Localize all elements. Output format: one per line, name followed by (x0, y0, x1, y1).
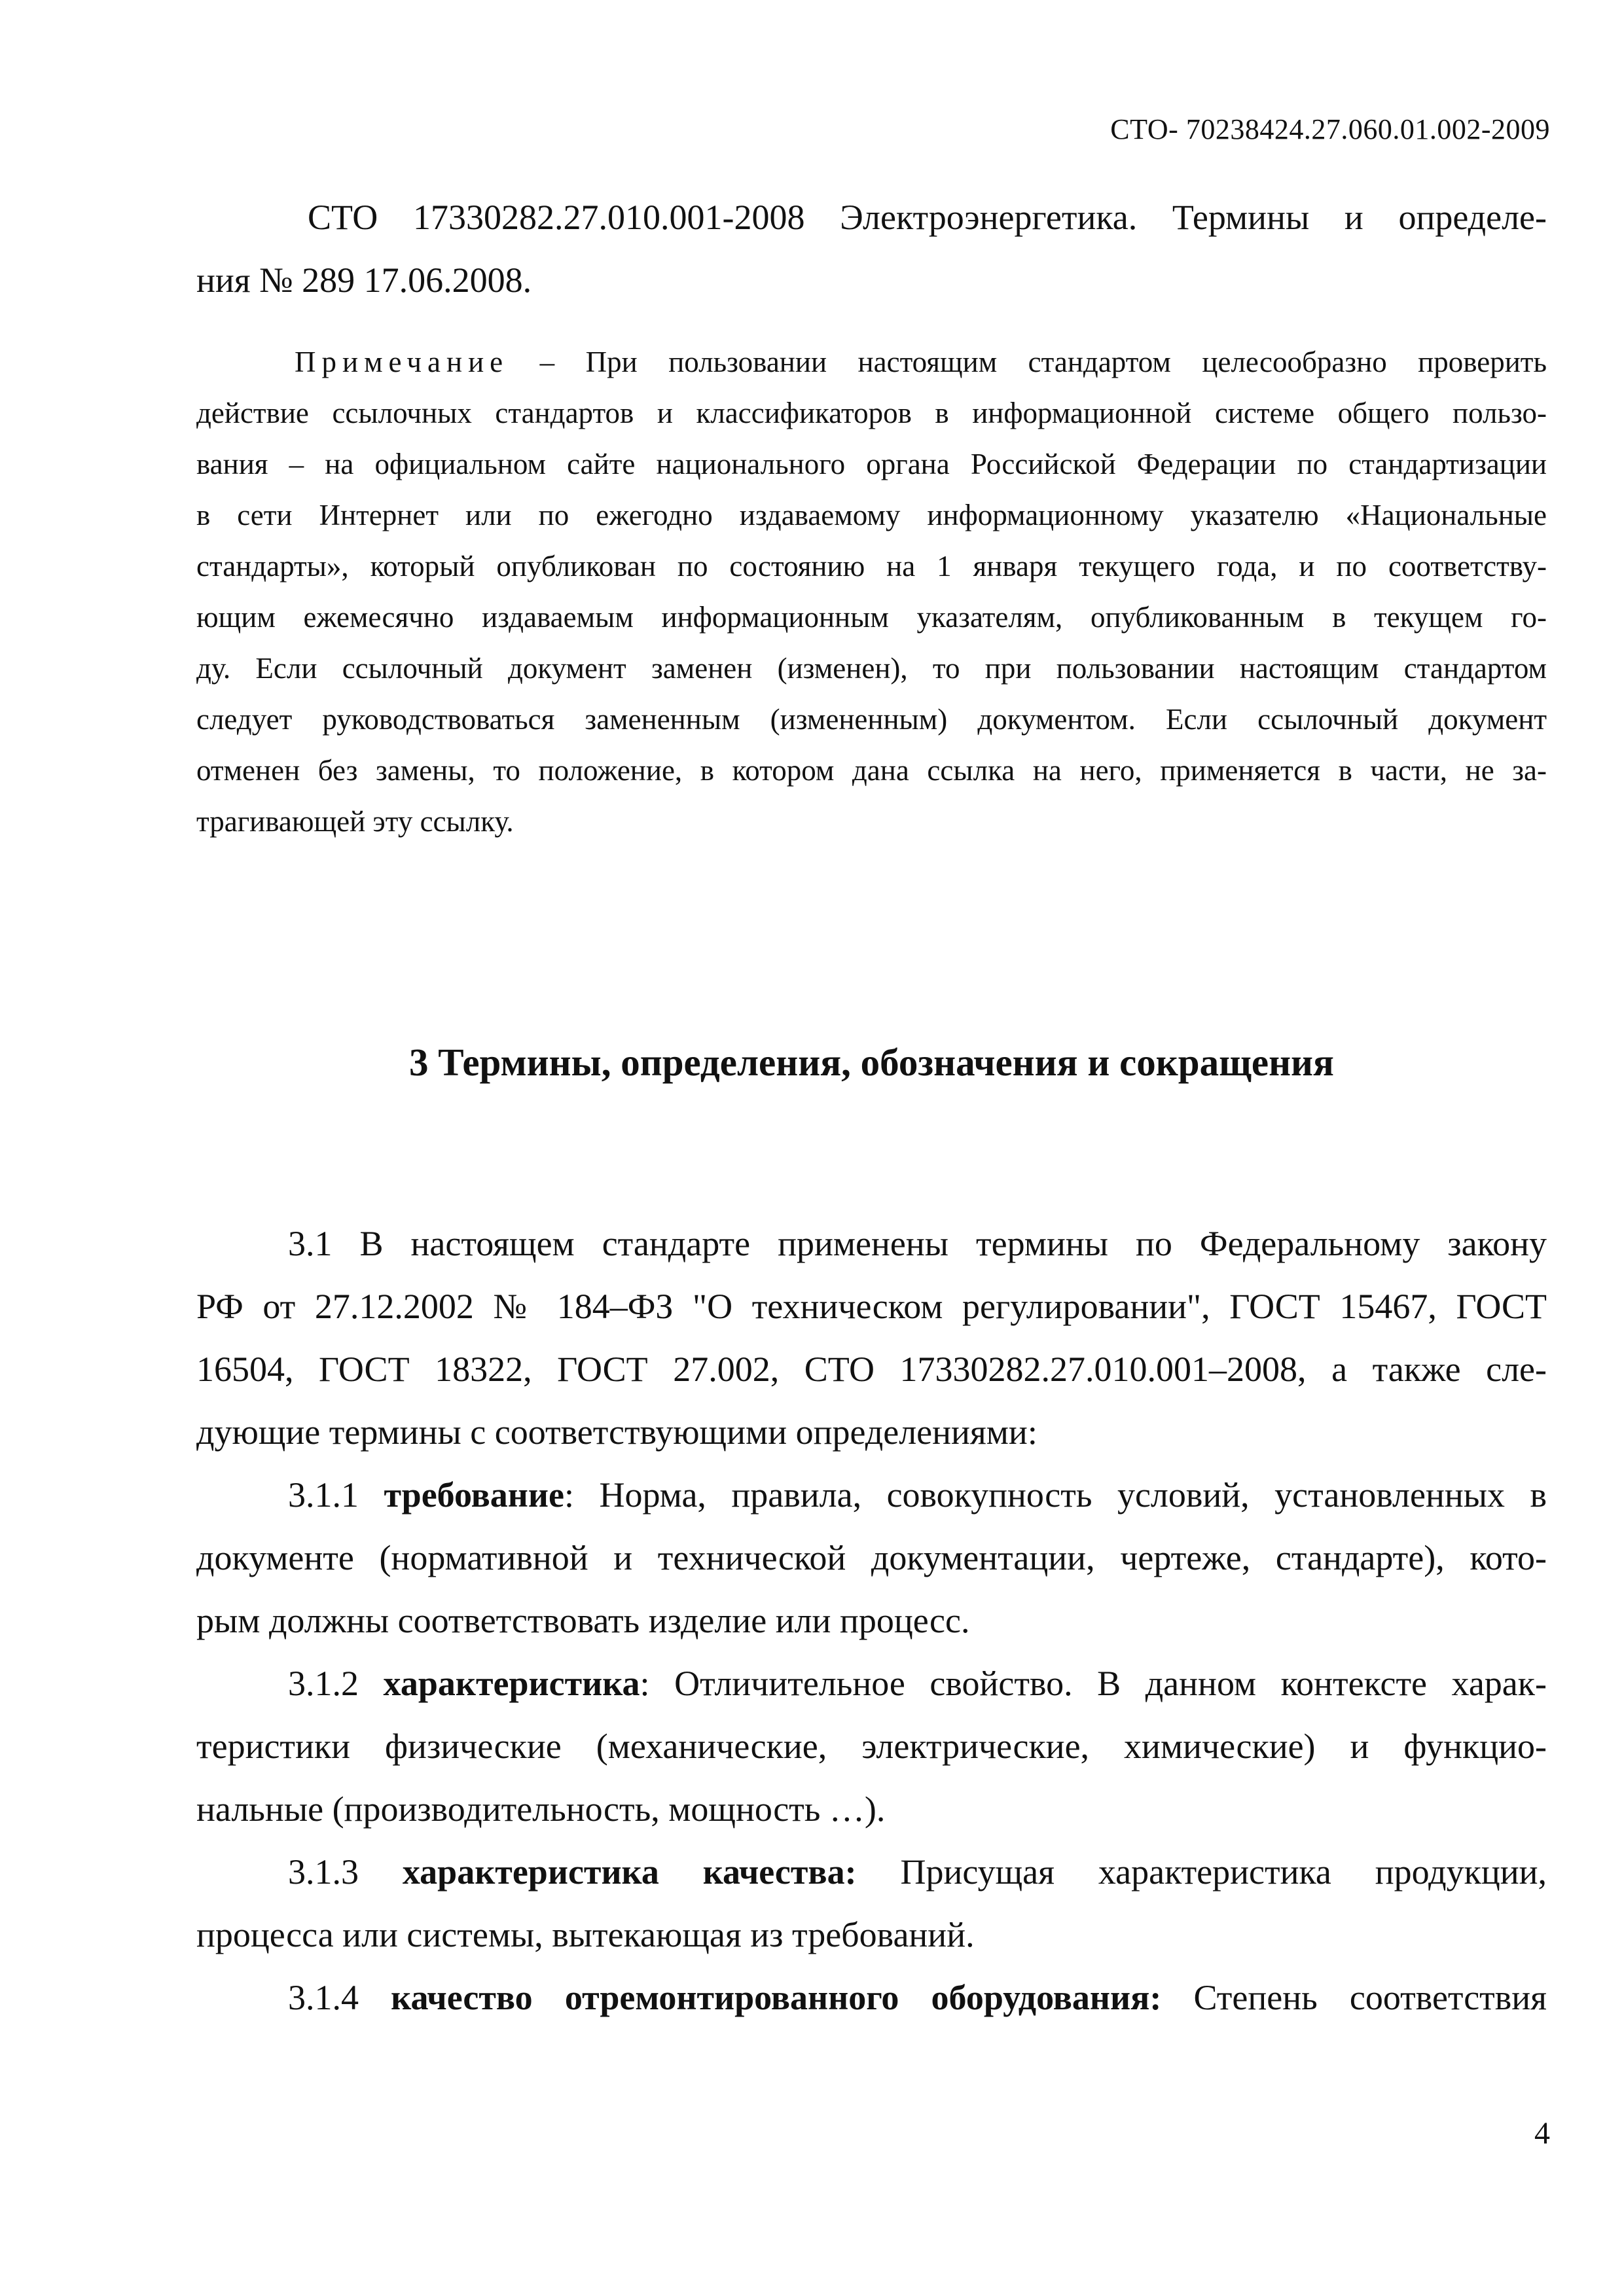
note-line: отменен без замены, то положение, в котором дана ссылка на него, применяется в части, не за- (196, 754, 1547, 787)
term-3-1-3-paragraph (196, 1840, 1547, 1966)
reference-paragraph (196, 186, 1547, 312)
clause-line: 3.1 В настоящем стандарте применены термины по Федеральному закону (288, 1224, 1547, 1263)
term-line: документе (нормативной и технической документации, чертеже, стандарте), кото- (196, 1538, 1547, 1577)
term-line: теристики физические (механические, электрические, химические) и функцио- (196, 1727, 1547, 1766)
term-line: рым должны соответствовать изделие или процесс. (196, 1601, 970, 1640)
note-line-text: – При пользовании настоящим стандартом целесообразно проверить (509, 346, 1547, 378)
term-3-1-1-paragraph (196, 1463, 1547, 1652)
term-3-1-4-paragraph (196, 1966, 1547, 2029)
clause-line: РФ от 27.12.2002 № 184–ФЗ "О техническом регулировании", ГОСТ 15467, ГОСТ (196, 1287, 1547, 1326)
note-paragraph (196, 336, 1547, 847)
term-name: характеристика качества: (402, 1852, 857, 1892)
clause-line: дующие термины с соответствующими определениями: (196, 1412, 1038, 1452)
term-line: процесса или системы, вытекающая из требований. (196, 1915, 975, 1954)
term-number: 3.1.1 (288, 1475, 384, 1515)
term-definition-start: Степень соответствия (1161, 1978, 1547, 2017)
note-line: трагивающей эту ссылку. (196, 805, 514, 838)
term-first-line (196, 1840, 1547, 1903)
term-name: качество отремонтированного оборудования: (391, 1978, 1162, 2017)
note-line: ду. Если ссылочный документ заменен (изменен), то при пользовании настоящим стандартом (196, 652, 1547, 685)
term-number: 3.1.2 (288, 1664, 384, 1703)
reference-line: ния № 289 17.06.2008. (196, 260, 532, 300)
note-line: действие ссылочных стандартов и классификаторов в информационной системе общего пользо- (196, 397, 1547, 429)
section-heading: 3 Термины, определения, обозначения и сокращения (409, 1041, 1334, 1084)
note-line: вания – на официальном сайте национального органа Российской Федерации по стандартизации (196, 448, 1547, 480)
term-definition-start: Присущая характеристика продукции, (856, 1852, 1547, 1892)
term-definition-start: : Норма, правила, совокупность условий, установленных в (564, 1475, 1547, 1515)
page-number: 4 (1534, 2116, 1550, 2151)
document-code-header: СТО- 70238424.27.060.01.002-2009 (1110, 113, 1550, 145)
term-first-line (196, 1463, 1547, 1526)
note-line: стандарты», который опубликован по состоянию на 1 января текущего года, и по соответству- (196, 550, 1547, 583)
note-line: в сети Интернет или по ежегодно издаваемому информационному указателю «Национальные (196, 499, 1547, 531)
term-3-1-2-paragraph (196, 1652, 1547, 1840)
term-number: 3.1.4 (288, 1978, 391, 2017)
note-line (196, 336, 1547, 387)
term-first-line (196, 1652, 1547, 1715)
term-line: нальные (производительность, мощность …). (196, 1789, 886, 1829)
clause-line: 16504, ГОСТ 18322, ГОСТ 27.002, СТО 17330282.27.010.001–2008, а также сле- (196, 1350, 1547, 1389)
note-line: следует руководствоваться замененным (измененным) документом. Если ссылочный документ (196, 703, 1547, 736)
term-name: требование (384, 1475, 564, 1515)
note-line: ющим ежемесячно издаваемым информационным указателям, опубликованным в текущем го- (196, 601, 1547, 634)
note-label: Примечание (295, 346, 509, 378)
term-number: 3.1.3 (288, 1852, 403, 1892)
term-first-line (196, 1966, 1547, 2029)
reference-line: СТО 17330282.27.010.001-2008 Электроэнергетика. Термины и определе- (308, 198, 1547, 237)
term-name: характеристика (383, 1664, 640, 1703)
term-definition-start: : Отличительное свойство. В данном контексте харак- (640, 1664, 1547, 1703)
clause-3-1-paragraph (196, 1212, 1547, 1463)
